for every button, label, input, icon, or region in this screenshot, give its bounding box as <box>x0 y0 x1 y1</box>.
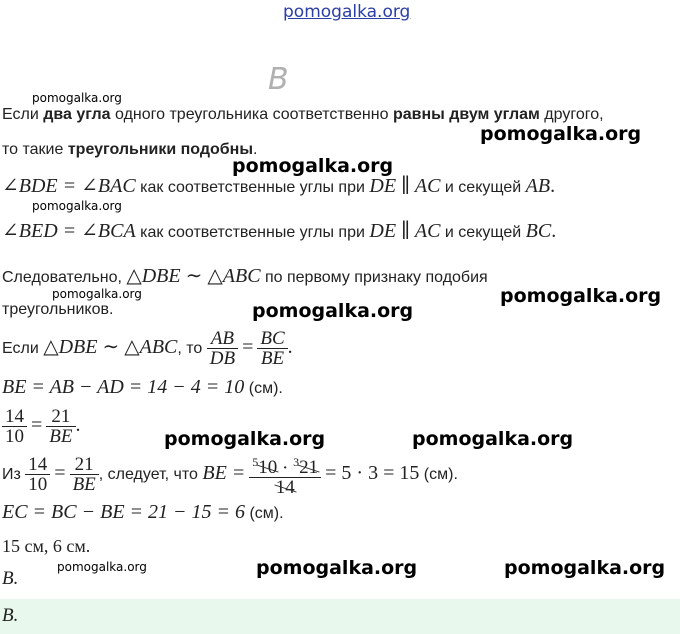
result-line: 15 см, 6 см. <box>2 536 91 556</box>
ec-calc-line: EC = BC − BE = 21 − 15 = 6 (см). <box>2 501 284 523</box>
angle-bde-line: ∠BDE = ∠BAC как соответственные углы при DE ∥ AC и секущей AB. <box>2 175 556 197</box>
answer-highlighted: B. <box>2 605 19 626</box>
watermark-big: pomogalka.org <box>504 557 666 579</box>
watermark-big: pomogalka.org <box>256 557 418 579</box>
watermark-big: pomogalka.org <box>232 155 394 177</box>
proportion-line: $\frac{14}{10}$ = $\frac{21}{BE}$ . <box>2 403 81 447</box>
fraction-ab-db: $\frac{AB}{DB}$ <box>207 329 238 368</box>
watermark-big: pomogalka.org <box>252 300 414 322</box>
fraction-21-be: $\frac{21}{BE}$ <box>46 407 75 446</box>
watermark-small: pomogalka.org <box>52 287 142 301</box>
fraction-14-10: $\frac{14}{10}$ <box>2 407 27 446</box>
theorem-line-2: то такие треугольники подобны. <box>2 141 258 158</box>
watermark-big: pomogalka.org <box>480 123 642 145</box>
answer-highlight-band <box>0 599 680 634</box>
watermark-small: pomogalka.org <box>57 560 147 574</box>
watermark-top-link[interactable]: pomogalka.org <box>283 2 411 22</box>
watermark-small: pomogalka.org <box>32 199 122 213</box>
be-calc-line: BE = AB − AD = 14 − 4 = 10 (см). <box>2 376 283 398</box>
fraction-bc-be: $\frac{BC}{BE}$ <box>257 329 287 368</box>
fraction-14-10: $\frac{14}{10}$ <box>25 455 50 494</box>
watermark-big: pomogalka.org <box>164 428 326 450</box>
solve-line: Из $\frac{14}{10}$ = $\frac{21}{BE}$ , следует, что BE = $\frac{^510 \cdot ^321}{14}$ = 5 · 3 = 15 (см). <box>2 454 458 498</box>
watermark-small: pomogalka.org <box>32 91 122 105</box>
angle-bed-line: ∠BED = ∠BCA как соответственные углы при DE ∥ AC и секущей BC. <box>2 220 557 242</box>
conclusion-line-2: треугольников. <box>2 301 114 318</box>
conclusion-line-1: Следовательно, △DBE ∼ △ABC по первому признаку подобия <box>2 265 488 287</box>
section-letter: B <box>268 62 289 97</box>
watermark-big: pomogalka.org <box>500 285 662 307</box>
fraction-21-be: $\frac{21}{BE}$ <box>70 455 99 494</box>
watermark-big: pomogalka.org <box>412 428 574 450</box>
ratio-line: Если △DBE ∼ △ABC, то $\frac{AB}{DB}$ = $\frac{BC}{BE}$ . <box>2 328 293 368</box>
theorem-line-1: Если два угла одного треугольника соответственно равны двум углам другого, <box>2 106 604 123</box>
answer-text: B. <box>2 568 19 589</box>
fraction-reduction: $\frac{^510 \cdot ^321}{14}$ <box>249 453 321 497</box>
